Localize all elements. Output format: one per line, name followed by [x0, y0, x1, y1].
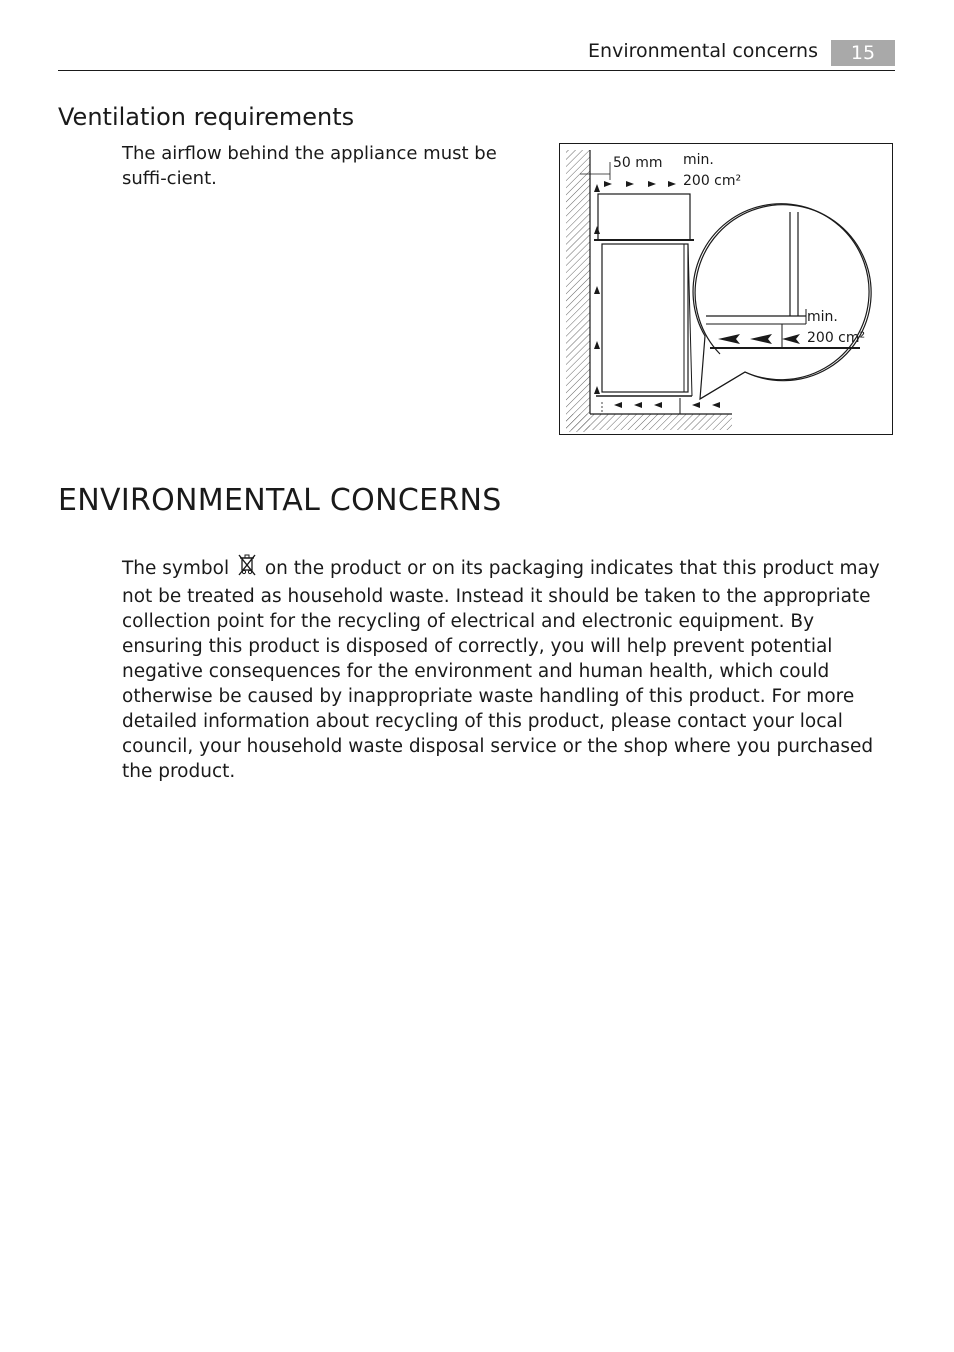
ventilation-heading: Ventilation requirements: [58, 103, 355, 131]
environmental-concerns-heading: ENVIRONMENTAL CONCERNS: [58, 483, 502, 518]
detail-callout: [693, 204, 869, 399]
top-min-label: min.: [683, 152, 714, 168]
text-after-icon: on the product or on its packaging indicates that this product may not be treated as household waste. Instead it should be taken to the appropriate collection point for the recycling of electrical and electronic equipment. By ensuring this product is disposed of correctly, you will help prevent potential negative consequences for the environment and human health, which could otherwise be caused by inappropriate waste handling of this product. For more detailed information about recycling of this product, please contact your local council, your household waste disposal service or the shop where you purchased the product.: [122, 558, 880, 782]
ventilation-text: The airflow behind the appliance must be suffi-cient.: [122, 143, 497, 189]
text-before-icon: The symbol: [122, 558, 235, 579]
page-number: 15: [831, 40, 895, 66]
gap-50mm-label: 50 mm: [613, 155, 663, 171]
upper-cabinet: [598, 194, 690, 240]
floor-hatching: [566, 414, 732, 430]
top-airflow-arrows: [604, 181, 676, 187]
wall-hatching: [566, 150, 590, 432]
appliance-body: [602, 244, 688, 392]
running-header-title: Environmental concerns: [588, 40, 818, 62]
crossed-out-wheelie-bin-icon: [237, 553, 257, 584]
header-rule: [58, 70, 895, 71]
top-area-label: 200 cm²: [683, 173, 742, 189]
environmental-concerns-text: [122, 553, 892, 784]
detail-area-label: 200 cm²: [807, 330, 866, 346]
bottom-airflow-arrows: [614, 402, 720, 408]
detail-min-label: min.: [807, 309, 838, 325]
ventilation-diagram: [559, 143, 893, 435]
